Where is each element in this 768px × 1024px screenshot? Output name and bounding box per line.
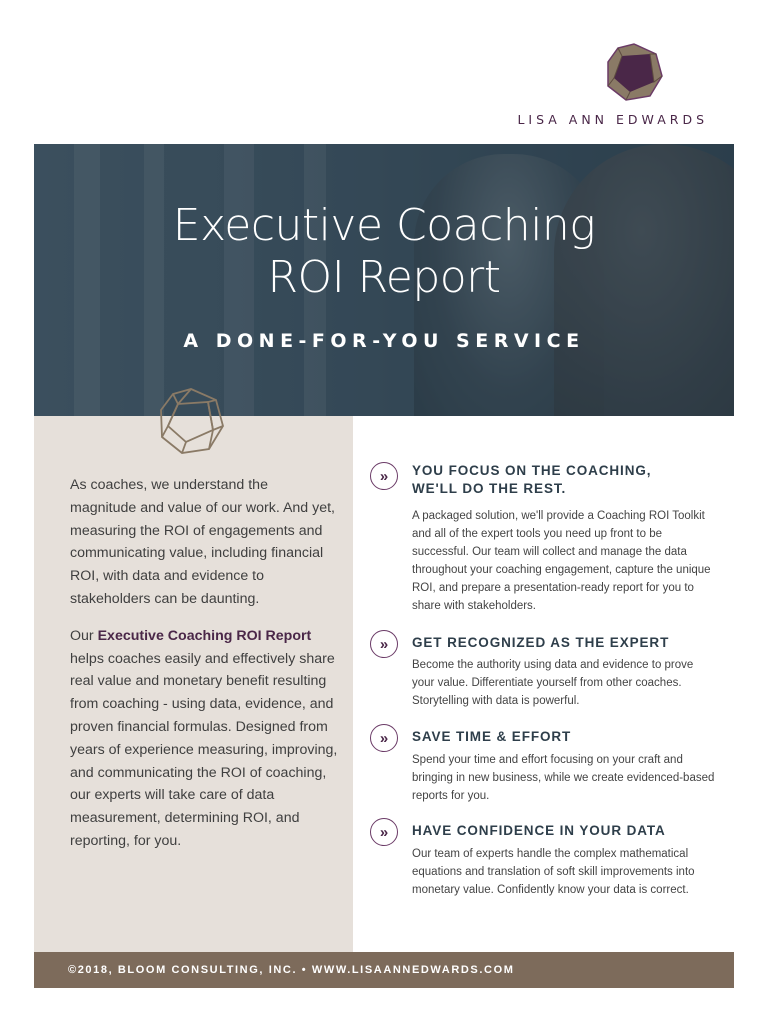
feature-heading: GET RECOGNIZED AS THE EXPERT bbox=[412, 635, 670, 650]
feature-heading: SAVE TIME & EFFORT bbox=[412, 729, 572, 744]
feature-body: Become the authority using data and evidence to prove your value. Differentiate yourself from other coaches. Storytelling with data is powerful. bbox=[412, 659, 694, 707]
double-chevron-right-icon: » bbox=[370, 630, 398, 658]
feature-body: A packaged solution, we'll provide a Coaching ROI Toolkit and all of the expert tools you need up front to be successful. Our team will collect and manage the data throughout your coaching engagement, capture the unique ROI, and prepare a presentation-ready report for you to share with stakeholders. bbox=[412, 510, 711, 612]
brand-name: LISA ANN EDWARDS bbox=[517, 112, 708, 127]
gem-outline-icon bbox=[156, 386, 226, 456]
report-name-highlight: Executive Coaching ROI Report bbox=[97, 627, 312, 644]
footer-text: ©2018, BLOOM CONSULTING, INC. • WWW.LISAANNEDWARDS.COM bbox=[68, 964, 515, 976]
feature-heading: HAVE CONFIDENCE IN YOUR DATA bbox=[412, 823, 666, 838]
double-chevron-right-icon: » bbox=[370, 462, 398, 490]
intro-paragraph: As coaches, we understand the magnitude and value of our work. And yet, measuring the ROI of engagements and communicating value, including financial ROI, with data and evidence to stakeholders can be daunting. bbox=[70, 477, 335, 607]
double-chevron-right-icon: » bbox=[370, 724, 398, 752]
feature-heading: YOU FOCUS ON THE COACHING, WE'LL DO THE REST. bbox=[412, 463, 652, 496]
footer-bar bbox=[34, 952, 734, 988]
feature-body: Our team of experts handle the complex mathematical equations and translation of soft skill improvements into monetary value. Confidently know your data is correct. bbox=[412, 848, 695, 896]
page-subtitle: A DONE-FOR-YOU SERVICE bbox=[183, 330, 585, 352]
intro-paragraph: Our Executive Coaching ROI Report helps coaches easily and effectively share real value and monetary benefit resulting from coaching - using data, evidence, and proven financial formulas. Designed from years of experience measuring, improving, and communicating the ROI of coaching, our experts will take care of data measurement, determining ROI, and reporting, for you. bbox=[70, 627, 338, 849]
feature-body: Spend your time and effort focusing on your craft and bringing in new business, while we create evidenced-based reports for you. bbox=[412, 754, 715, 802]
page-title: Executive Coaching ROI Report bbox=[172, 200, 596, 303]
double-chevron-right-icon: » bbox=[370, 818, 398, 846]
gem-logo-icon bbox=[604, 42, 664, 102]
intro-text bbox=[70, 474, 338, 867]
hero-banner bbox=[34, 144, 734, 416]
